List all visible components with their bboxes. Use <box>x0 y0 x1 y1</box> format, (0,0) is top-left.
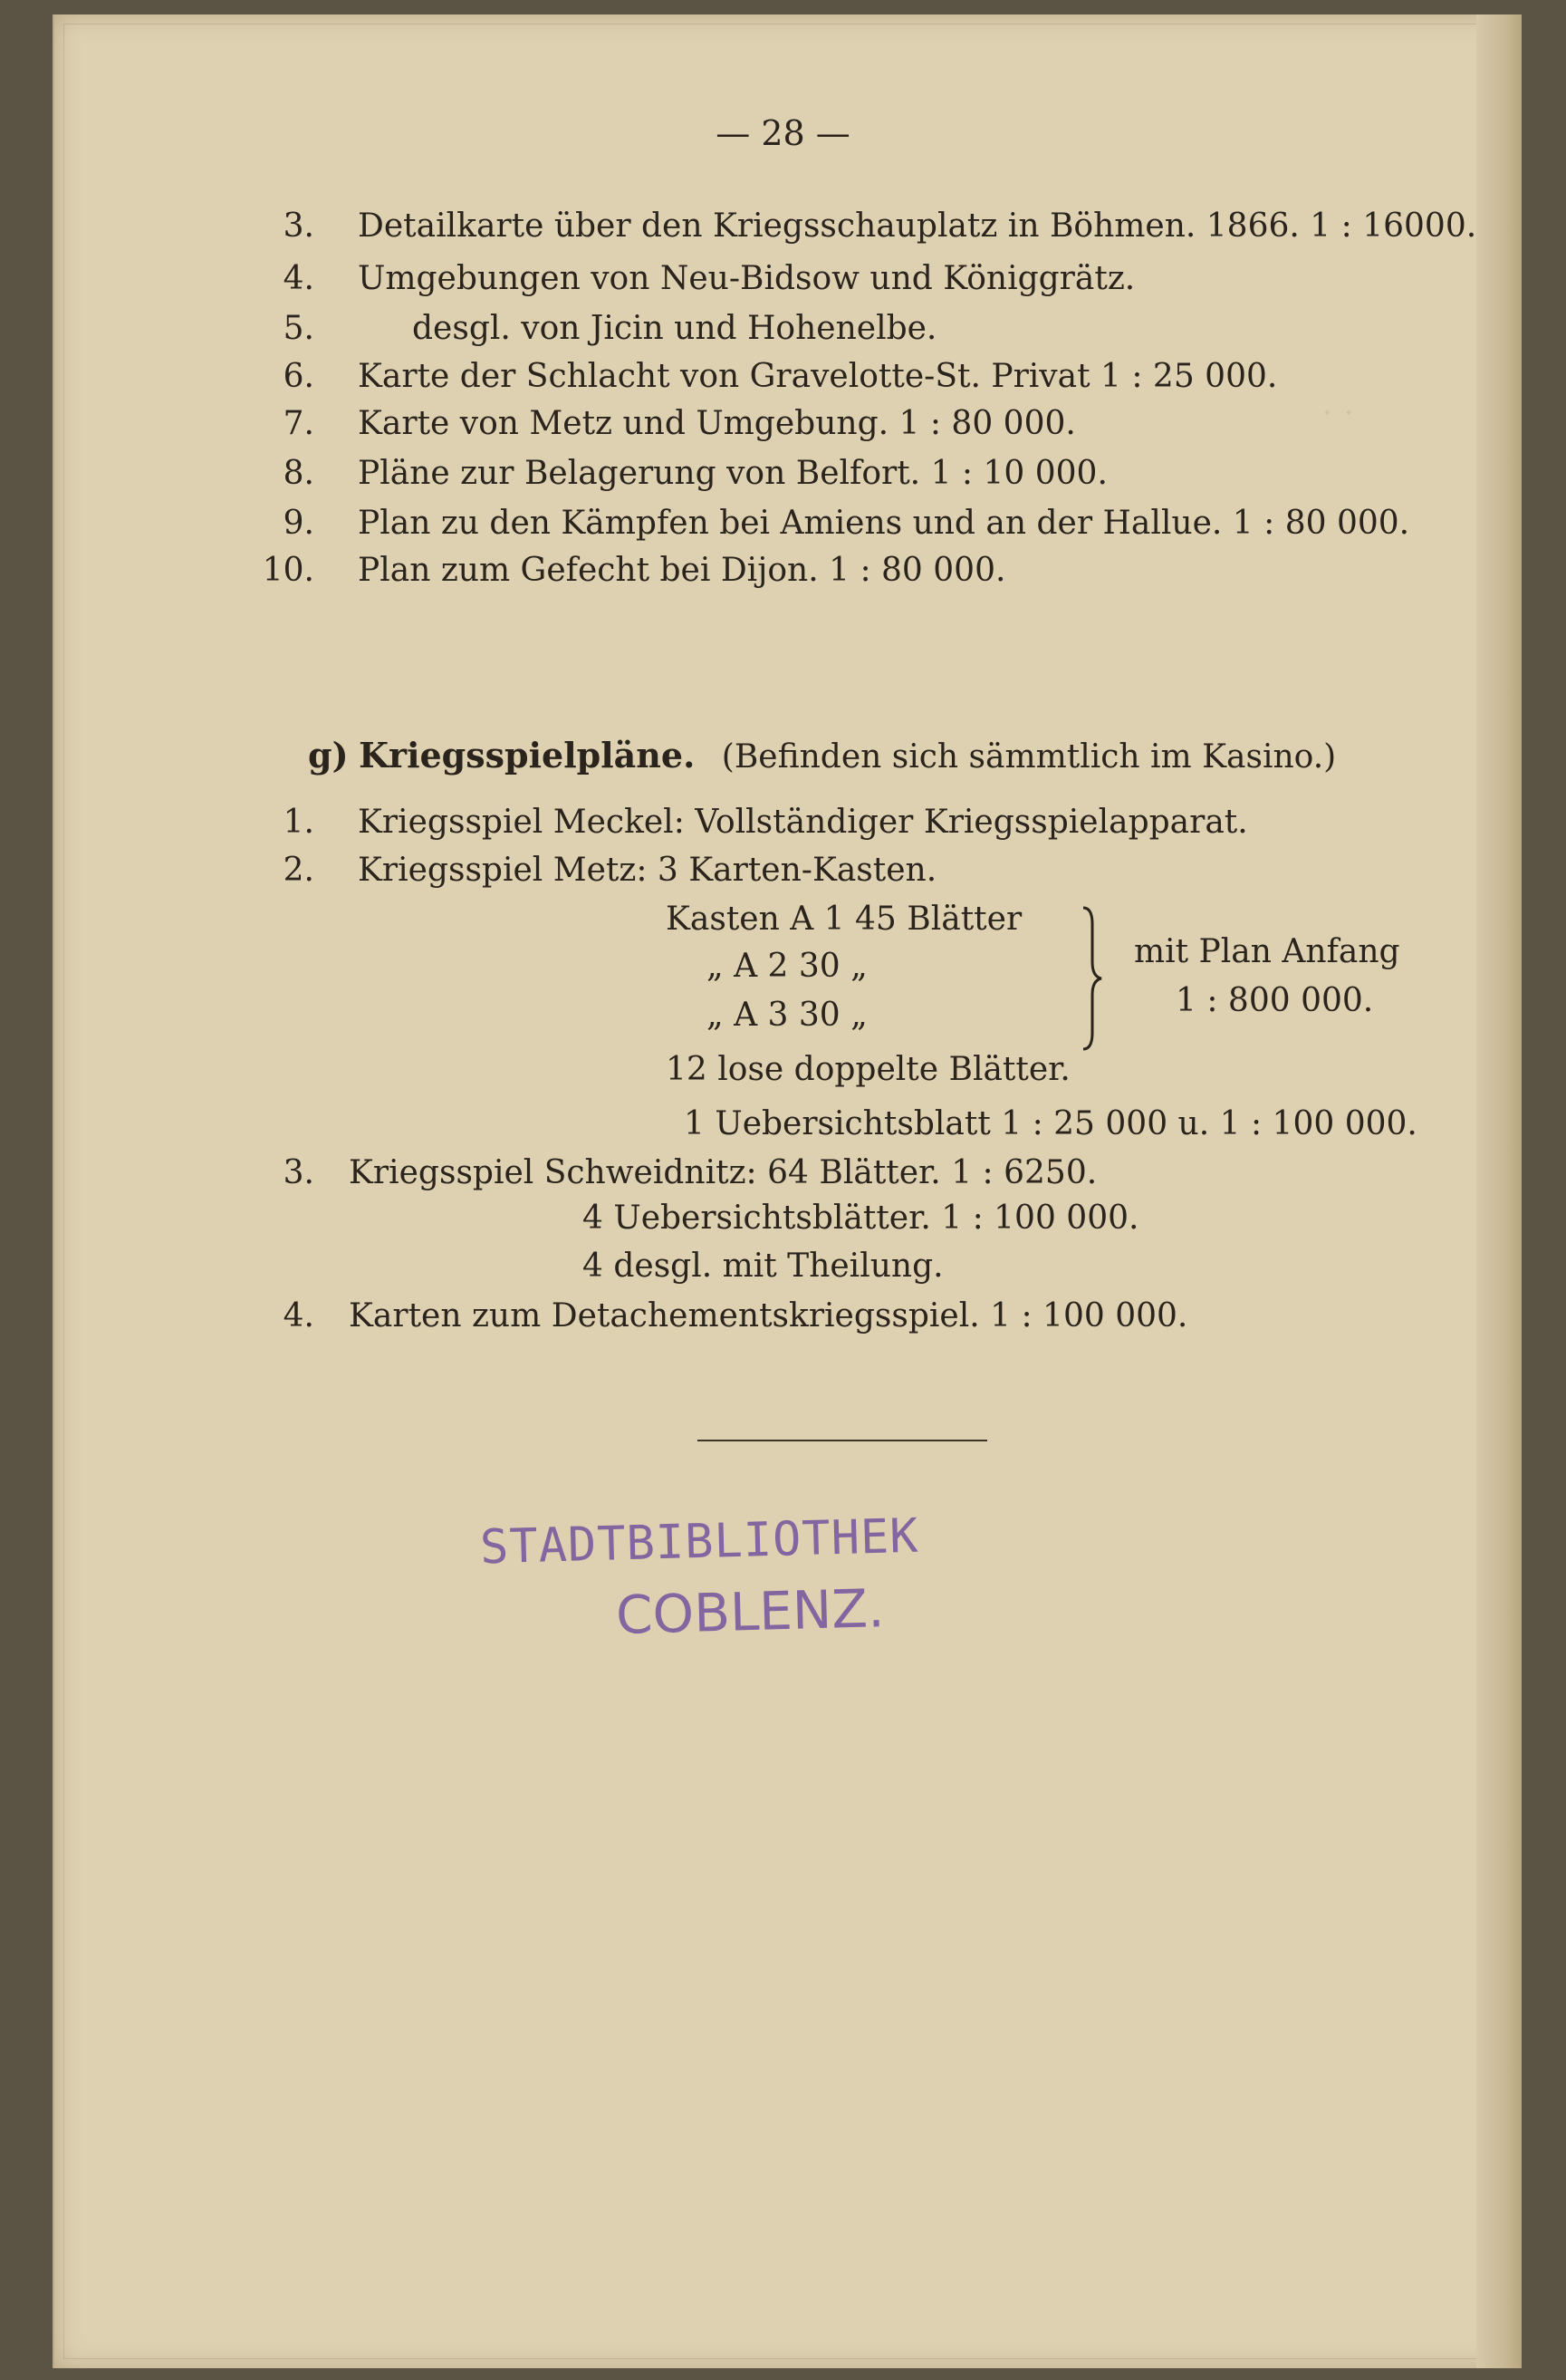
list-item-number: 3. <box>283 1154 314 1191</box>
section-label: g) <box>308 735 349 776</box>
brace-note: mit Plan Anfang <box>1134 933 1400 970</box>
kasten-row: „ A 3 30 „ <box>706 997 868 1034</box>
list-item-text: Pläne zur Belagerung von Belfort. 1 : 10 000. <box>358 455 1108 492</box>
curly-brace-icon <box>1080 906 1103 1051</box>
list-item-number: 2. <box>283 852 314 889</box>
page-edge <box>1476 14 1522 2368</box>
list-item-number: 5. <box>283 310 314 347</box>
list-item-text: Plan zu den Kämpfen bei Amiens und an der Hallue. 1 : 80 000. <box>358 505 1410 542</box>
list-item-text: Detailkarte über den Kriegsschauplatz in Böhmen. 1866. 1 : 16000. <box>358 207 1477 245</box>
list-subitem-text: 1 Uebersichtsblatt 1 : 25 000 u. 1 : 100 000. <box>684 1105 1417 1142</box>
list-item-number: 4. <box>283 1297 314 1335</box>
library-stamp-line2: COBLENZ. <box>615 1577 886 1646</box>
section-divider <box>697 1440 987 1441</box>
list-item-text: Umgebungen von Neu-Bidsow und Königgrätz. <box>358 260 1136 297</box>
kasten-row: Kasten A 1 45 Blätter <box>666 901 1023 938</box>
list-subitem-text: 4 desgl. mit Theilung. <box>582 1248 944 1285</box>
list-item-number: 3. <box>283 207 314 245</box>
list-item-number: 9. <box>283 505 314 542</box>
list-item-number: 1. <box>283 804 314 841</box>
list-item-text: Kriegsspiel Schweidnitz: 64 Blätter. 1 : 6250. <box>349 1154 1098 1191</box>
list-item-number: 7. <box>283 405 314 442</box>
list-item-text: Karten zum Detachementskriegsspiel. 1 : 100 000. <box>349 1297 1188 1335</box>
library-stamp-line1: STADTBIBLIOTHEK <box>479 1508 920 1575</box>
list-item-number: 8. <box>283 455 314 492</box>
page-number: — 28 — <box>716 113 850 153</box>
list-item-text: Karte der Schlacht von Gravelotte-St. Privat 1 : 25 000. <box>358 358 1278 395</box>
list-item-number: 4. <box>283 260 314 297</box>
list-item-text: Karte von Metz und Umgebung. 1 : 80 000. <box>358 405 1076 442</box>
list-subitem-text: 4 Uebersichtsblätter. 1 : 100 000. <box>582 1200 1139 1237</box>
bleed-through-texture: · · <box>1322 395 1355 431</box>
brace-note: 1 : 800 000. <box>1176 982 1374 1019</box>
list-item-number: 6. <box>283 358 314 395</box>
section-title: Kriegsspielpläne. <box>359 735 696 776</box>
list-item-text: Kriegsspiel Metz: 3 Karten-Kasten. <box>358 852 937 889</box>
list-item-text: Kriegsspiel Meckel: Vollständiger Kriegsspielapparat. <box>358 804 1248 841</box>
list-item-text: Plan zum Gefecht bei Dijon. 1 : 80 000. <box>358 552 1006 589</box>
kasten-row: „ A 2 30 „ <box>706 948 868 985</box>
list-subitem-text: 12 lose doppelte Blätter. <box>666 1051 1071 1088</box>
list-item-number: 10. <box>262 552 314 589</box>
section-note: (Befinden sich sämmtlich im Kasino.) <box>721 738 1337 776</box>
section-heading <box>308 735 1337 776</box>
list-item-text: desgl. von Jicin und Hohenelbe. <box>412 310 937 347</box>
